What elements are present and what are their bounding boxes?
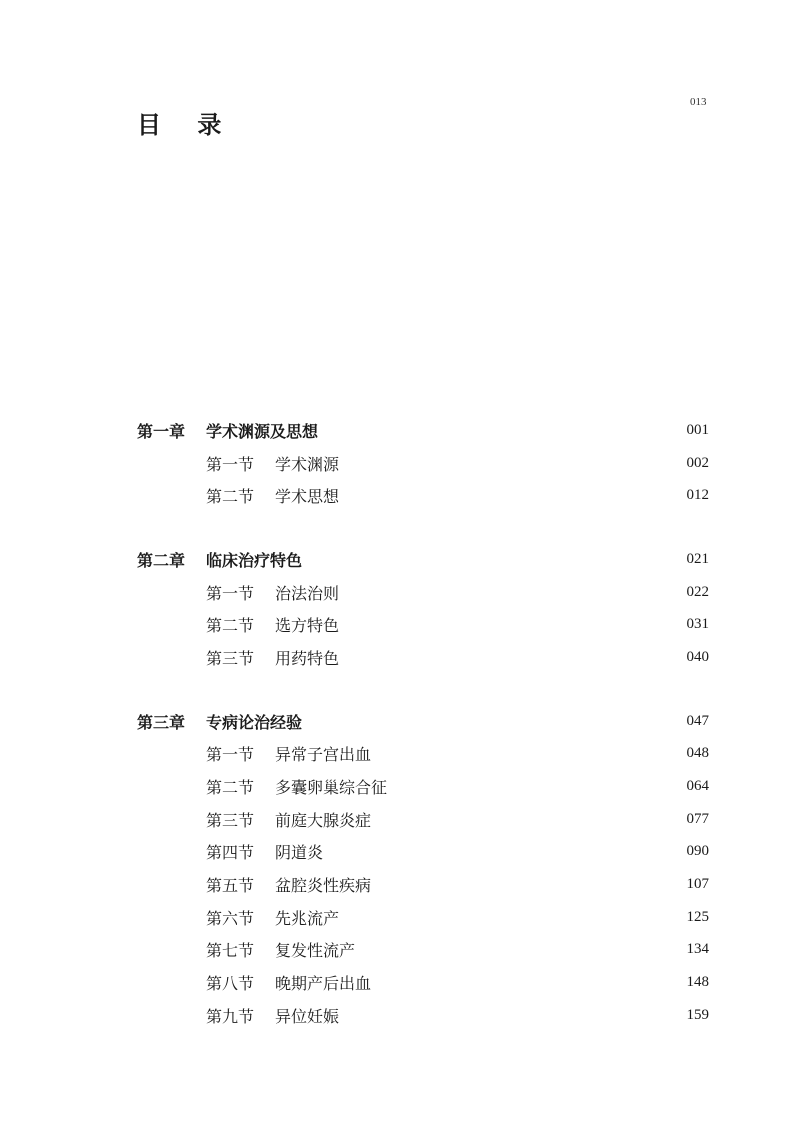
section-entry[interactable] xyxy=(137,901,709,934)
chapter-1 xyxy=(137,414,709,512)
section-label xyxy=(137,613,339,636)
chapter-3 xyxy=(137,705,709,1032)
chapter-number: 第二章 xyxy=(137,550,186,570)
section-page: 048 xyxy=(686,745,709,762)
chapter-entry[interactable] xyxy=(137,543,709,576)
section-entry[interactable] xyxy=(137,999,709,1032)
section-label xyxy=(137,742,371,765)
section-entry[interactable] xyxy=(137,868,709,901)
section-label xyxy=(137,938,355,961)
section-number: 第七节 xyxy=(206,941,255,961)
section-page: 134 xyxy=(686,941,709,958)
section-number: 第一节 xyxy=(206,454,255,474)
section-page: 077 xyxy=(686,810,709,827)
section-page: 125 xyxy=(686,908,709,925)
chapter-entry[interactable] xyxy=(137,414,709,447)
section-number: 第一节 xyxy=(206,583,255,603)
chapter-title: 学术渊源及思想 xyxy=(206,421,319,441)
section-page: 148 xyxy=(686,974,709,991)
section-title: 异位妊娠 xyxy=(275,1006,340,1026)
chapter-page: 047 xyxy=(686,712,709,729)
chapter-label xyxy=(137,548,302,571)
section-title: 多囊卵巢综合征 xyxy=(275,778,388,798)
chapter-page: 001 xyxy=(686,421,709,438)
page-number: 013 xyxy=(690,96,707,108)
section-number: 第九节 xyxy=(206,1006,255,1026)
section-number: 第二节 xyxy=(206,616,255,636)
section-number: 第四节 xyxy=(206,843,255,863)
section-page: 040 xyxy=(686,648,709,665)
section-page: 002 xyxy=(686,454,709,471)
section-number: 第一节 xyxy=(206,745,255,765)
section-number: 第三节 xyxy=(206,648,255,668)
chapter-label xyxy=(137,710,302,733)
section-label xyxy=(137,873,371,896)
section-title: 复发性流产 xyxy=(275,941,356,961)
section-number: 第五节 xyxy=(206,876,255,896)
section-number: 第三节 xyxy=(206,810,255,830)
section-label xyxy=(137,840,323,863)
section-entry[interactable] xyxy=(137,608,709,641)
section-title: 学术渊源 xyxy=(275,454,340,474)
section-page: 090 xyxy=(686,843,709,860)
chapter-title: 专病论治经验 xyxy=(206,712,303,732)
chapter-label xyxy=(137,419,318,442)
section-title: 阴道炎 xyxy=(275,843,324,863)
section-entry[interactable] xyxy=(137,770,709,803)
chapter-2 xyxy=(137,543,709,674)
section-number: 第六节 xyxy=(206,908,255,928)
section-entry[interactable] xyxy=(137,966,709,999)
section-title: 前庭大腺炎症 xyxy=(275,810,372,830)
section-entry[interactable] xyxy=(137,934,709,967)
section-number: 第八节 xyxy=(206,974,255,994)
table-of-contents xyxy=(137,414,709,1063)
section-page: 107 xyxy=(686,876,709,893)
section-page: 022 xyxy=(686,583,709,600)
section-entry[interactable] xyxy=(137,479,709,512)
section-label xyxy=(137,1004,339,1027)
section-entry[interactable] xyxy=(137,836,709,869)
section-entry[interactable] xyxy=(137,447,709,480)
chapter-number: 第三章 xyxy=(137,712,186,732)
section-title: 晚期产后出血 xyxy=(275,974,372,994)
section-entry[interactable] xyxy=(137,641,709,674)
section-label xyxy=(137,484,339,507)
toc-title: 目 录 xyxy=(137,110,236,139)
section-label xyxy=(137,581,339,604)
section-entry[interactable] xyxy=(137,738,709,771)
section-label xyxy=(137,906,339,929)
section-title: 盆腔炎性疾病 xyxy=(275,876,372,896)
section-label xyxy=(137,775,387,798)
section-title: 用药特色 xyxy=(275,648,340,668)
section-page: 031 xyxy=(686,616,709,633)
chapter-title: 临床治疗特色 xyxy=(206,550,303,570)
section-title: 选方特色 xyxy=(275,616,340,636)
section-title: 学术思想 xyxy=(275,487,340,507)
section-label xyxy=(137,452,339,475)
section-number: 第二节 xyxy=(206,487,255,507)
section-title: 先兆流产 xyxy=(275,908,340,928)
section-entry[interactable] xyxy=(137,576,709,609)
section-number: 第二节 xyxy=(206,778,255,798)
section-page: 064 xyxy=(686,778,709,795)
chapter-page: 021 xyxy=(686,550,709,567)
section-page: 012 xyxy=(686,487,709,504)
chapter-entry[interactable] xyxy=(137,705,709,738)
section-label xyxy=(137,646,339,669)
section-page: 159 xyxy=(686,1006,709,1023)
section-title: 异常子宫出血 xyxy=(275,745,372,765)
section-entry[interactable] xyxy=(137,803,709,836)
section-label xyxy=(137,971,371,994)
section-title: 治法治则 xyxy=(275,583,340,603)
chapter-number: 第一章 xyxy=(137,421,186,441)
section-label xyxy=(137,808,371,831)
